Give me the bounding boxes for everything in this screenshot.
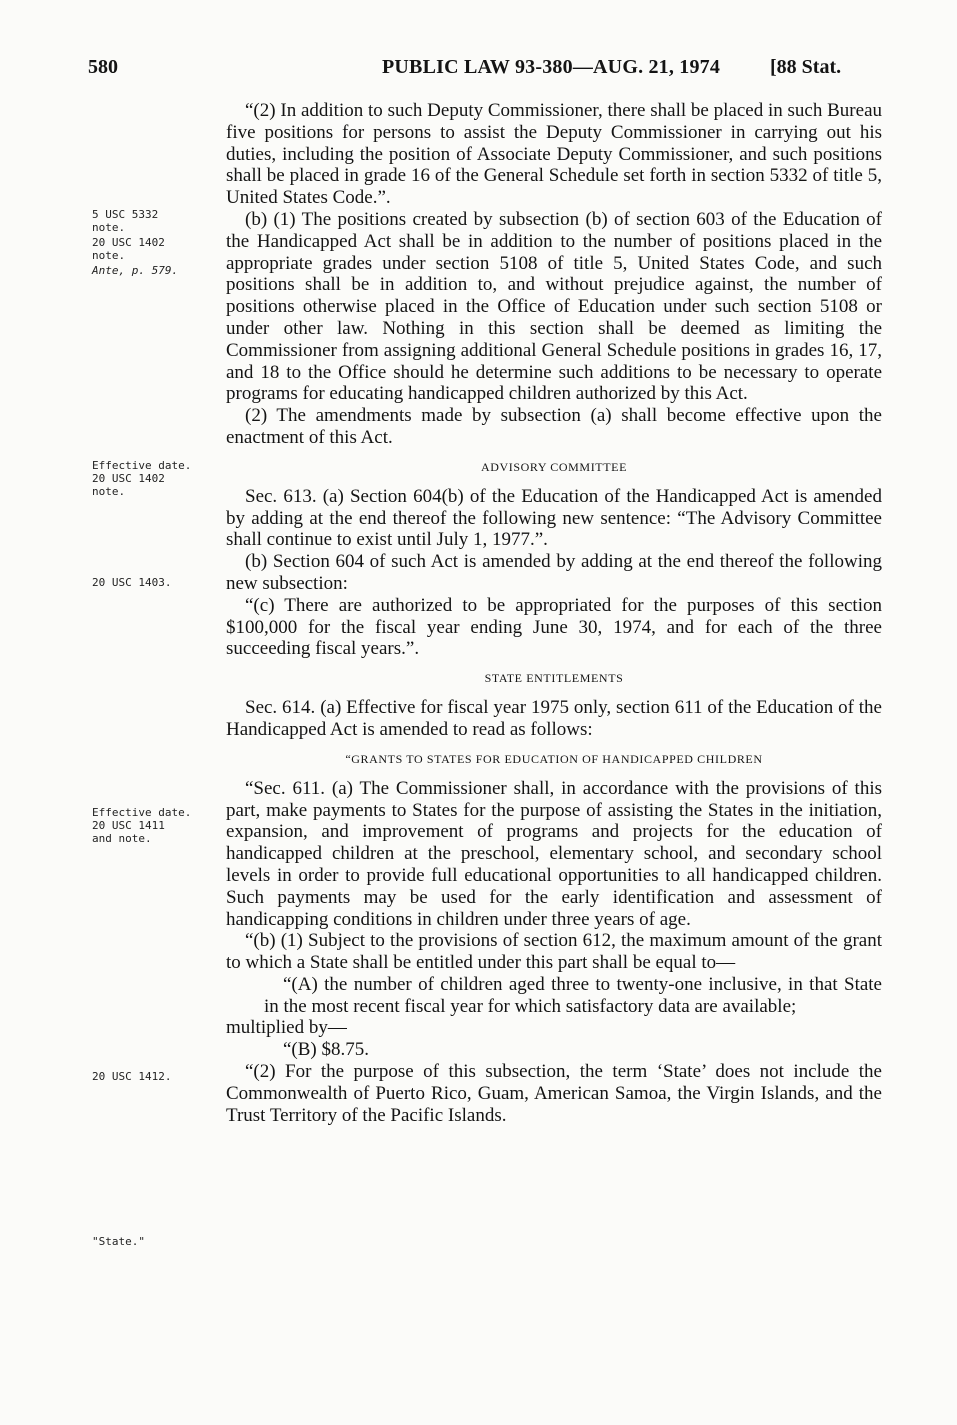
page-title: PUBLIC LAW 93-380—AUG. 21, 1974	[382, 56, 721, 78]
margin-note: 20 USC 1412.	[92, 1070, 172, 1083]
volume-reference: [88 Stat.	[770, 56, 842, 78]
margin-note: Effective date. 20 USC 1411 and note.	[92, 806, 192, 845]
section-heading: ADVISORY COMMITTEE	[480, 459, 628, 474]
paragraph: “(c) There are authorized to be appropriated for the purposes of this section $100,000 for the fiscal year ending June 30, 1974, and for each of the three succeeding fiscal years.”.	[226, 594, 882, 660]
page-header	[0, 56, 957, 86]
paragraph: (b) Section 604 of such Act is amended by adding at the end thereof the following new subsection:	[226, 551, 882, 594]
paragraph: “(2) In addition to such Deputy Commissioner, there shall be placed in such Bureau five positions for persons to assist the Deputy Commissioner in carrying out his duties, including the position of Associate Deputy Commissioner, and such positions shall be placed in grade 16 of the General Schedule set forth in section 5332 of title 5, United States Code.”.	[226, 100, 882, 209]
paragraph: (b) (1) The positions created by subsection (b) of section 603 of the Education of the Handicapped Act shall be in addition to the number of positions placed in the appropriate grades under section 5108 of title 5, United States Code, and such positions shall be in addition to, and without prejudice against, the number of positions otherwise placed in the Office of Education under such section 5108 or under other law. Nothing in this section shall be deemed as limiting the Commissioner from assigning additional General Schedule positions in grades 16, 17, and 18 to the Office should he determine such additions to be necessary to operate programs for educating handicapped children authorized by this Act.	[226, 208, 882, 405]
paragraph: “Sec. 611. (a) The Commissioner shall, in accordance with the provisions of this part, make payments to States for the purpose of assisting the States in the initiation, expansion, and improvement of programs and projects for the education of handicapped children at the preschool, elementary school, and secondary school levels in order to provide full educational opportunities to all handicapped children. Such payments may be used for the early identification and assessment of handicapping conditions in children under three years of age.	[226, 777, 882, 930]
section-heading: STATE ENTITLEMENTS	[484, 671, 624, 686]
paragraph: multiplied by—	[226, 1017, 347, 1039]
margin-note: "State."	[92, 1235, 145, 1248]
paragraph: “(2) For the purpose of this subsection, the term ‘State’ does not include the Commonwealth of Puerto Rico, Guam, American Samoa, the Virgin Islands, and the Trust Territory of the Pacific Islands.	[226, 1061, 882, 1126]
section-heading: “GRANTS TO STATES FOR EDUCATION OF HANDICAPPED CHILDREN	[345, 751, 763, 766]
page-number: 580	[88, 56, 118, 78]
paragraph: “(b) (1) Subject to the provisions of section 612, the maximum amount of the grant to which a State shall be entitled under this part shall be equal to—	[226, 930, 882, 974]
paragraph: Sec. 614. (a) Effective for fiscal year 1975 only, section 611 of the Education of the Handicapped Act is amended to read as follows:	[226, 697, 882, 740]
paragraph: Sec. 613. (a) Section 604(b) of the Education of the Handicapped Act is amended by adding at the end thereof the following new sentence: “The Advisory Committee shall continue to exist until July 1, 1977.”.	[226, 485, 882, 551]
margin-note: Ante, p. 579.	[92, 264, 179, 277]
margin-note: Effective date. 20 USC 1402 note.	[92, 459, 192, 498]
margin-note: 20 USC 1402 note.	[92, 236, 165, 262]
margin-note: 20 USC 1403.	[92, 576, 172, 589]
body-text	[226, 100, 882, 1126]
paragraph: “(A) the number of children aged three to twenty-one inclusive, in that State in the most recent fiscal year for which satisfactory data are available;	[264, 973, 882, 1017]
margin-note: 5 USC 5332 note.	[92, 208, 159, 234]
paragraph: “(B) $8.75.	[283, 1039, 370, 1061]
paragraph: (2) The amendments made by subsection (a) shall become effective upon the enactment of this Act.	[226, 405, 882, 448]
